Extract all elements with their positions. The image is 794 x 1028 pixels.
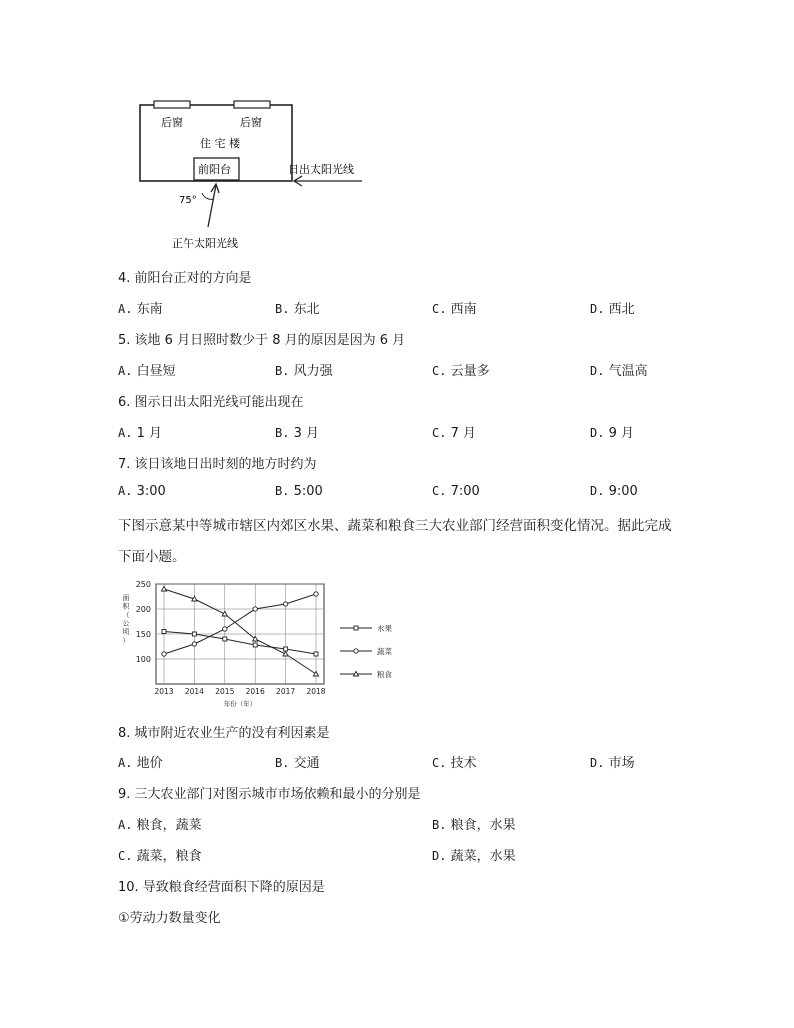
series-line-0 bbox=[164, 632, 316, 655]
option-4d[interactable]: D. 西北 bbox=[590, 302, 635, 317]
option-6c[interactable]: C. 7 月 bbox=[432, 426, 476, 441]
legend-marker bbox=[354, 649, 358, 653]
data-point bbox=[284, 647, 288, 651]
x-tick-label: 2014 bbox=[184, 687, 204, 696]
x-tick-label: 2015 bbox=[215, 687, 235, 696]
data-point bbox=[314, 592, 318, 596]
data-point bbox=[192, 642, 196, 646]
data-point bbox=[222, 611, 227, 616]
option-8a[interactable]: A. 地价 bbox=[118, 756, 163, 771]
data-point bbox=[223, 637, 227, 641]
x-tick-label: 2016 bbox=[245, 687, 265, 696]
question-6: 6. 图示日出太阳光线可能出现在 bbox=[118, 395, 304, 410]
option-4c[interactable]: C. 西南 bbox=[432, 302, 477, 317]
data-point bbox=[162, 630, 166, 634]
data-point bbox=[283, 602, 287, 606]
data-point bbox=[192, 632, 196, 636]
y-axis-label-char: （ bbox=[122, 611, 130, 619]
passage-line-2: 下面小题。 bbox=[118, 549, 186, 565]
statement-1: ①劳动力数量变化 bbox=[118, 911, 221, 926]
sunrise-ray-label: 日出太阳光线 bbox=[288, 163, 354, 176]
y-axis-label-char: 顷 bbox=[122, 628, 130, 636]
question-10: 10. 导致粮食经营面积下降的原因是 bbox=[118, 880, 325, 895]
building-label: 住 宅 楼 bbox=[200, 137, 240, 150]
area-line-chart bbox=[118, 578, 408, 710]
option-6d[interactable]: D. 9 月 bbox=[590, 426, 634, 441]
option-6a[interactable]: A. 1 月 bbox=[118, 426, 162, 441]
x-tick-label: 2017 bbox=[276, 687, 296, 696]
y-tick-label: 100 bbox=[135, 655, 151, 664]
option-8b[interactable]: B. 交通 bbox=[275, 756, 320, 771]
y-axis-label-char: ） bbox=[122, 636, 130, 645]
angle-arc bbox=[202, 193, 214, 199]
x-tick-label: 2013 bbox=[154, 687, 174, 696]
option-4a[interactable]: A. 东南 bbox=[118, 302, 163, 317]
option-9a[interactable]: A. 粮食，蔬菜 bbox=[118, 818, 202, 833]
data-point bbox=[313, 671, 318, 676]
option-6b[interactable]: B. 3 月 bbox=[275, 426, 319, 441]
legend-label: 水果 bbox=[377, 624, 392, 633]
y-axis-label-char: 积 bbox=[122, 602, 130, 611]
x-tick-label: 2018 bbox=[306, 687, 326, 696]
option-4b[interactable]: B. 东北 bbox=[275, 302, 320, 317]
data-point bbox=[253, 643, 257, 647]
question-9: 9. 三大农业部门对图示城市市场依赖和最小的分别是 bbox=[118, 787, 421, 802]
front-balcony-label: 前阳台 bbox=[198, 163, 231, 176]
y-axis-label-char: 公 bbox=[122, 619, 130, 628]
option-8d[interactable]: D. 市场 bbox=[590, 756, 635, 771]
option-7c[interactable]: C. 7:00 bbox=[432, 484, 480, 499]
question-7: 7. 该日该地日出时刻的地方时约为 bbox=[118, 457, 317, 472]
data-point bbox=[161, 586, 166, 591]
y-tick-label: 250 bbox=[135, 580, 151, 589]
rear-window-right-label: 后窗 bbox=[240, 116, 262, 129]
data-point bbox=[253, 607, 257, 611]
data-point bbox=[283, 651, 288, 656]
option-9c[interactable]: C. 蔬菜，粮食 bbox=[118, 849, 202, 864]
legend-label: 粮食 bbox=[377, 670, 392, 679]
legend-label: 蔬菜 bbox=[377, 647, 392, 656]
data-point bbox=[223, 627, 227, 631]
y-axis-label-char: 面 bbox=[122, 594, 130, 602]
legend-marker bbox=[354, 626, 358, 630]
y-tick-label: 150 bbox=[135, 630, 151, 639]
x-axis-label: 年份（年） bbox=[223, 700, 257, 708]
rear-window-left-label: 后窗 bbox=[161, 116, 183, 129]
option-5c[interactable]: C. 云量多 bbox=[432, 364, 490, 379]
option-7a[interactable]: A. 3:00 bbox=[118, 484, 166, 499]
series-line-1 bbox=[164, 594, 316, 654]
data-point bbox=[314, 652, 318, 656]
rear-window-right bbox=[234, 101, 270, 108]
passage-line-1: 下图示意某中等城市辖区内郊区水果、蔬菜和粮食三大农业部门经营面积变化情况。据此完成 bbox=[118, 518, 672, 534]
option-9d[interactable]: D. 蔬菜，水果 bbox=[432, 849, 516, 864]
option-7d[interactable]: D. 9:00 bbox=[590, 484, 638, 499]
option-5b[interactable]: B. 风力强 bbox=[275, 364, 333, 379]
question-4: 4. 前阳台正对的方向是 bbox=[118, 271, 252, 286]
data-point bbox=[162, 652, 166, 656]
rear-window-left bbox=[154, 101, 190, 108]
question-5: 5. 该地 6 月日照时数少于 8 月的原因是因为 6 月 bbox=[118, 333, 406, 348]
noon-ray-label: 正午太阳光线 bbox=[172, 237, 238, 250]
y-tick-label: 200 bbox=[135, 605, 151, 614]
question-8: 8. 城市附近农业生产的没有利因素是 bbox=[118, 726, 330, 741]
option-5a[interactable]: A. 白昼短 bbox=[118, 364, 176, 379]
sunlight-diagram bbox=[130, 95, 380, 255]
option-9b[interactable]: B. 粮食，水果 bbox=[432, 818, 516, 833]
option-8c[interactable]: C. 技术 bbox=[432, 756, 477, 771]
angle-label: 75° bbox=[179, 195, 197, 206]
option-5d[interactable]: D. 气温高 bbox=[590, 364, 648, 379]
option-7b[interactable]: B. 5:00 bbox=[275, 484, 323, 499]
